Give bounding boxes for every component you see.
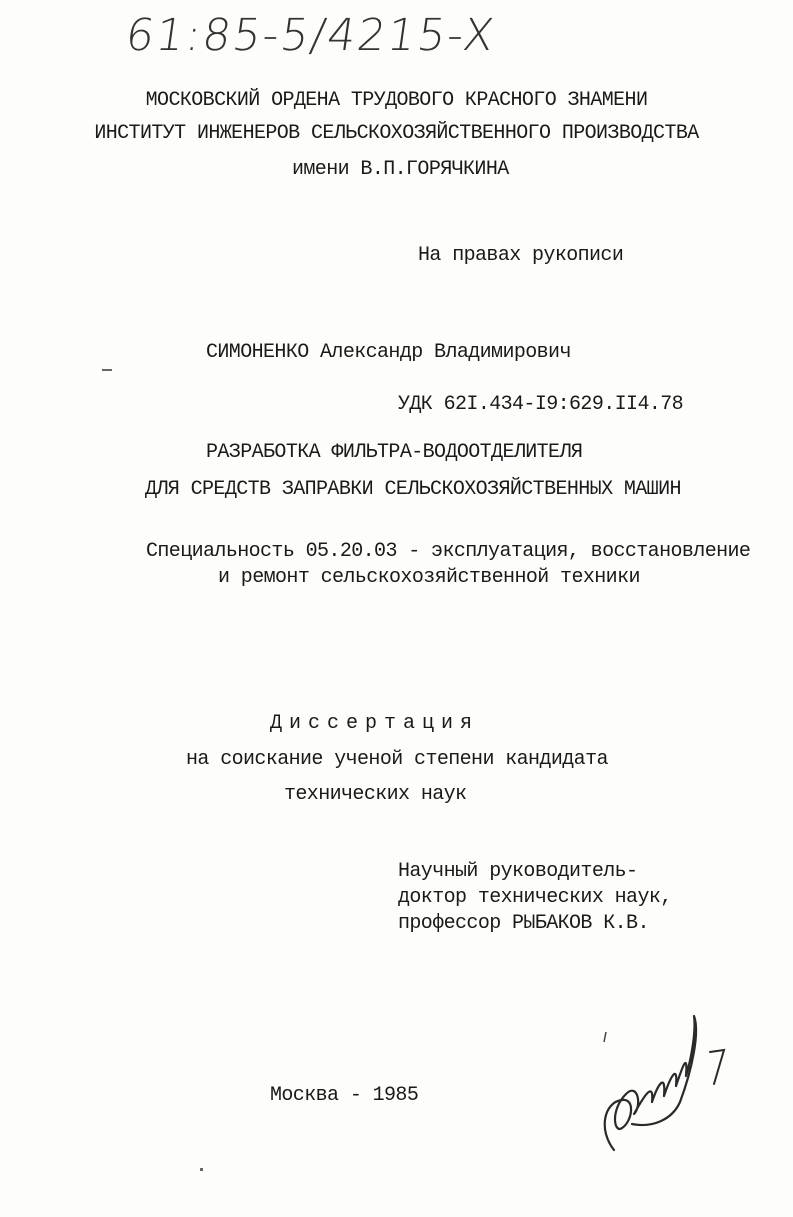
archive-code-handwritten: 61:85-5/4215-X (122, 10, 499, 61)
supervisor-line-1: Научный руководитель- (398, 860, 638, 883)
place-and-year: Москва - 1985 (270, 1084, 419, 1107)
specialty-line-2: и ремонт сельскохозяйственной техники (218, 566, 640, 589)
manuscript-note: На правах рукописи (418, 244, 624, 267)
dissertation-line-3: технических наук (284, 783, 467, 806)
supervisor-line-2: доктор технических наук, (398, 886, 672, 909)
institution-line-2: ИНСТИТУТ ИНЖЕНЕРОВ СЕЛЬСКОХОЗЯЙСТВЕННОГО ПРОИЗВОДСТВА (94, 122, 699, 145)
author-name: СИМОНЕНКО Александр Владимирович (206, 341, 571, 364)
dissertation-line-2: на соискание ученой степени кандидата (186, 748, 608, 771)
scan-speck (200, 1168, 203, 1171)
institution-line-1: МОСКОВСКИЙ ОРДЕНА ТРУДОВОГО КРАСНОГО ЗНАМЕНИ (145, 89, 648, 112)
specialty-line-1: Специальность 05.20.03 - эксплуатация, восстановление (146, 540, 751, 563)
signature-icon (592, 1010, 732, 1160)
supervisor-line-3: профессор РЫБАКОВ К.В. (398, 912, 649, 935)
scan-speck (102, 369, 112, 371)
thesis-title-line-1: РАЗРАБОТКА ФИЛЬТРА-ВОДООТДЕЛИТЕЛЯ (206, 441, 583, 464)
dissertation-heading: Диссертация (270, 712, 480, 735)
thesis-title-line-2: ДЛЯ СРЕДСТВ ЗАПРАВКИ СЕЛЬСКОХОЗЯЙСТВЕННЫХ МАШИН (145, 478, 681, 501)
udc-code: УДК 62I.434-I9:629.II4.78 (398, 393, 684, 416)
institution-line-3: имени В.П.ГОРЯЧКИНА (292, 158, 509, 181)
